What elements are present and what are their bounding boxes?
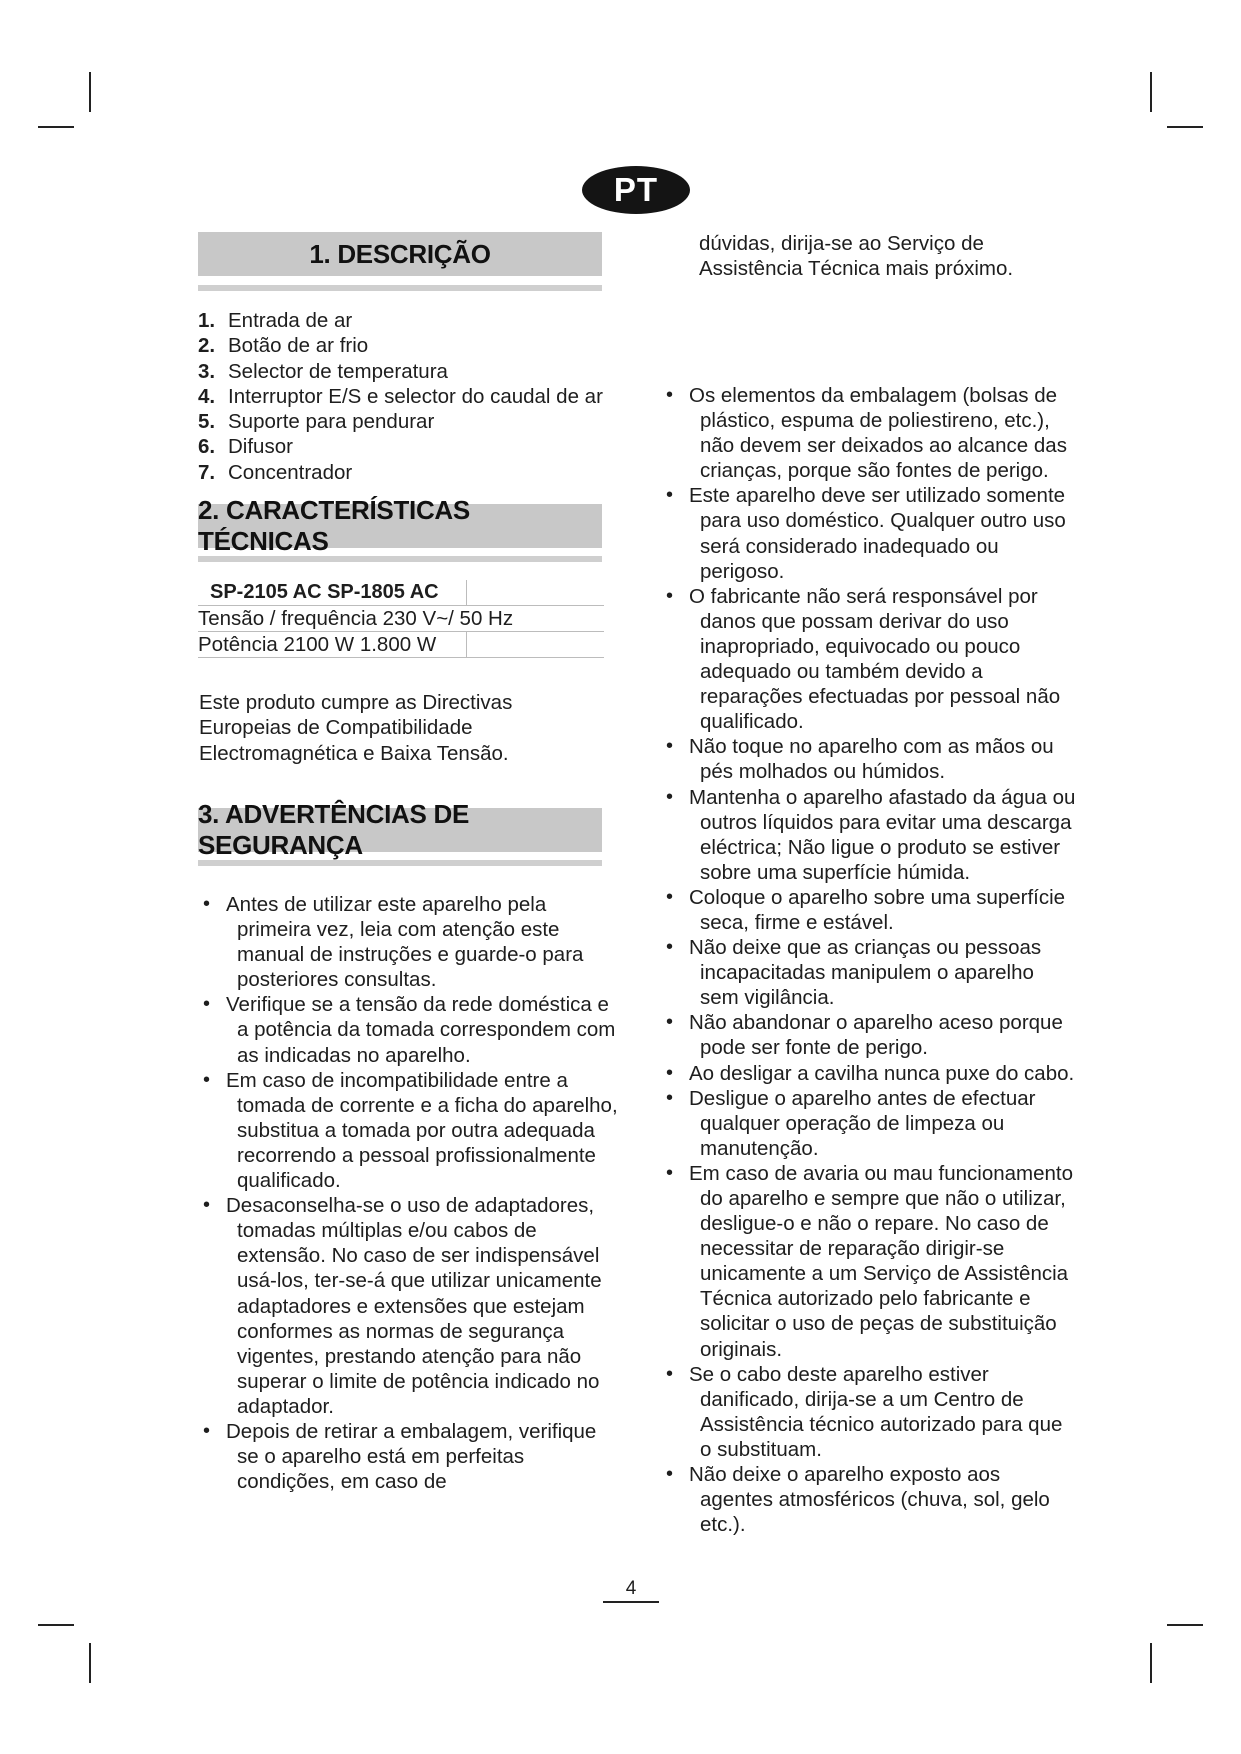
header-rule	[198, 285, 602, 291]
list-item: • Este aparelho deve ser utilizado somente para uso doméstico. Qualquer outro uso será considerado inadequado ou perigoso.	[666, 483, 1076, 583]
crop-mark	[1150, 72, 1152, 112]
crop-mark	[89, 72, 91, 112]
list-item: • Em caso de incompatibilidade entre a tomada de corrente e a ficha do aparelho, substitua a tomada por outra adequada recorrendo a pessoal profissionalmente qualificado.	[203, 1068, 623, 1193]
list-item: • Mantenha o aparelho afastado da água ou outros líquidos para evitar uma descarga eléctrica; Não ligue o produto se estiver sobre uma superfície húmida.	[666, 785, 1076, 885]
crop-mark	[89, 1643, 91, 1683]
list-item: 6. Difusor	[198, 435, 293, 459]
list-item: • Não deixe o aparelho exposto aos agentes atmosféricos (chuva, sol, gelo etc.).	[666, 1462, 1076, 1537]
section-title-safety: 3. ADVERTÊNCIAS DE SEGURANÇA	[198, 808, 602, 852]
language-badge: PT	[582, 166, 690, 214]
list-item: • Desaconselha-se o uso de adaptadores, tomadas múltiplas e/ou cabos de extensão. No caso de ser indispensável usá-los, ter-se-á que utilizar unicamente adaptadores e extensões que estejam conformes as normas de segurança vigentes, prestando atenção para não superar o limite de potência indicado no adaptador.	[203, 1193, 623, 1419]
list-item: • Coloque o aparelho sobre uma superfície seca, firme e estável.	[666, 885, 1076, 935]
spec-table-row: Potência 2100 W 1.800 W	[198, 632, 604, 658]
list-item: • Não abandonar o aparelho aceso porque pode ser fonte de perigo.	[666, 1010, 1076, 1060]
spec-table	[198, 580, 604, 658]
header-rule	[198, 556, 602, 562]
list-item: • Depois de retirar a embalagem, verifique se o aparelho está em perfeitas condições, em caso de	[203, 1419, 623, 1494]
column-divider	[466, 580, 467, 605]
list-item: 4. Interruptor E/S e selector do caudal de ar	[198, 384, 603, 408]
list-continuation: dúvidas, dirija-se ao Serviço de Assistência Técnica mais próximo.	[699, 232, 1014, 281]
spec-table-row: Tensão / frequência 230 V~/ 50 Hz	[198, 606, 604, 632]
compliance-statement: Este produto cumpre as Directivas Europeias de Compatibilidade Electromagnética e Baixa Tensão.	[199, 691, 513, 765]
header-rule	[198, 860, 602, 866]
list-item: 5. Suporte para pendurar	[198, 410, 435, 434]
list-item: • O fabricante não será responsável por danos que possam derivar do uso inapropriado, equivocado ou pouco adequado ou também devido a reparações efectuadas por pessoal não qualificado.	[666, 584, 1076, 735]
list-item: • Em caso de avaria ou mau funcionamento do aparelho e sempre que não o utilizar, desligue-o e não o repare. No caso de necessitar de reparação dirigir-se unicamente a um Serviço de Assistência Técnica autorizado pelo fabricante e solicitar o uso de peças de substituição originais.	[666, 1161, 1076, 1362]
safety-list-left	[203, 892, 623, 1494]
list-item: 1. Entrada de ar	[198, 309, 353, 332]
crop-mark	[38, 1624, 74, 1626]
column-divider	[466, 632, 467, 657]
list-item: 7. Concentrador	[198, 460, 353, 484]
page-number: 4	[625, 1578, 637, 1599]
spec-table-header: SP-2105 AC SP-1805 AC	[198, 580, 604, 606]
crop-mark	[1150, 1643, 1152, 1683]
list-item: • Verifique se a tensão da rede doméstica e a potência da tomada correspondem com as indicadas no aparelho.	[203, 992, 623, 1067]
page-number-rule	[603, 1601, 659, 1603]
list-item: • Desligue o aparelho antes de efectuar qualquer operação de limpeza ou manutenção.	[666, 1086, 1076, 1161]
safety-list-right	[666, 383, 1076, 1537]
list-item: • Antes de utilizar este aparelho pela primeira vez, leia com atenção este manual de instruções e guarde-o para posteriores consultas.	[203, 892, 623, 992]
crop-mark	[38, 126, 74, 128]
list-item: • Os elementos da embalagem (bolsas de plástico, espuma de poliestireno, etc.), não devem ser deixados ao alcance das crianças, porque são fontes de perigo.	[666, 383, 1076, 483]
list-item: • Não toque no aparelho com as mãos ou pés molhados ou húmidos.	[666, 734, 1076, 784]
list-item: • Ao desligar a cavilha nunca puxe do cabo.	[666, 1061, 1076, 1086]
description-list	[198, 308, 603, 485]
list-item: 2. Botão de ar frio	[198, 334, 369, 358]
list-item: • Se o cabo deste aparelho estiver danificado, dirija-se a um Centro de Assistência técnico autorizado para que o substituam.	[666, 1362, 1076, 1462]
crop-mark	[1167, 1624, 1203, 1626]
list-item: • Não deixe que as crianças ou pessoas incapacitadas manipulem o aparelho sem vigilância.	[666, 935, 1076, 1010]
section-title-technical: 2. CARACTERÍSTICAS TÉCNICAS	[198, 504, 602, 548]
crop-mark	[1167, 126, 1203, 128]
list-item: 3. Selector de temperatura	[198, 359, 448, 383]
section-title-description: 1. DESCRIÇÃO	[198, 232, 602, 276]
